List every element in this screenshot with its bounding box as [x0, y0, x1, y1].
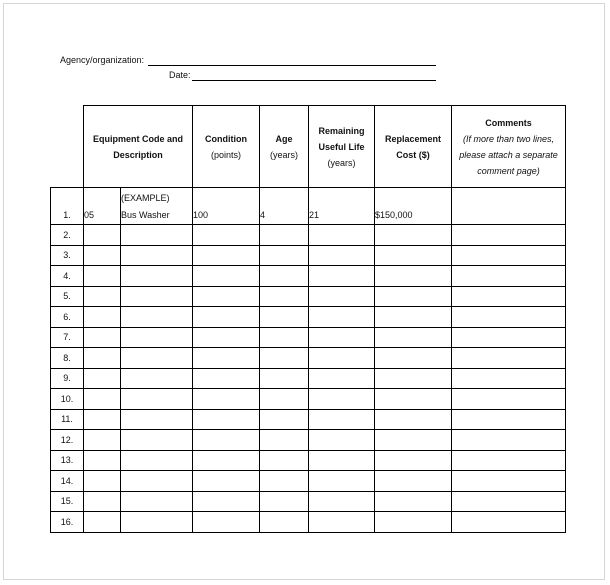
row-number: 8.: [51, 348, 84, 369]
remaining-life-cell[interactable]: [309, 450, 375, 471]
age-cell[interactable]: [260, 512, 309, 533]
remaining-life-cell[interactable]: [309, 389, 375, 410]
description-cell[interactable]: [121, 389, 193, 410]
table-row: [51, 327, 566, 348]
replacement-cost-cell[interactable]: [375, 368, 452, 389]
remaining-life-cell[interactable]: [309, 430, 375, 451]
description-cell[interactable]: [121, 245, 193, 266]
condition-cell[interactable]: [193, 225, 260, 246]
example-condition[interactable]: 100: [193, 188, 260, 225]
example-description-text: Bus Washer: [121, 210, 170, 220]
description-cell[interactable]: [121, 286, 193, 307]
example-row: [51, 188, 566, 225]
age-cell[interactable]: [260, 430, 309, 451]
remaining-life-cell[interactable]: [309, 327, 375, 348]
example-description[interactable]: [121, 188, 193, 225]
row-number: 9.: [51, 368, 84, 389]
condition-cell[interactable]: [193, 266, 260, 287]
comments-cell[interactable]: [452, 225, 566, 246]
comments-cell[interactable]: [452, 491, 566, 512]
date-label: Date:: [169, 70, 191, 80]
equipment-code-cell[interactable]: [84, 430, 121, 451]
comments-cell[interactable]: [452, 348, 566, 369]
equipment-code-cell[interactable]: [84, 512, 121, 533]
table-row: [51, 368, 566, 389]
replacement-cost-cell[interactable]: [375, 430, 452, 451]
remaining-life-cell[interactable]: [309, 225, 375, 246]
comments-cell[interactable]: [452, 245, 566, 266]
equipment-code-cell[interactable]: [84, 266, 121, 287]
row-number: 15.: [51, 491, 84, 512]
comments-cell[interactable]: [452, 389, 566, 410]
equipment-code-cell[interactable]: [84, 245, 121, 266]
comments-cell[interactable]: [452, 512, 566, 533]
condition-cell[interactable]: [193, 430, 260, 451]
header-blank-cell: [51, 106, 84, 188]
example-age[interactable]: 4: [260, 188, 309, 225]
table-row: [51, 245, 566, 266]
comments-cell[interactable]: [452, 450, 566, 471]
remaining-life-cell[interactable]: [309, 512, 375, 533]
description-cell[interactable]: [121, 368, 193, 389]
remaining-life-cell[interactable]: [309, 409, 375, 430]
replacement-cost-cell[interactable]: [375, 266, 452, 287]
equipment-code-cell[interactable]: [84, 368, 121, 389]
replacement-cost-cell[interactable]: [375, 491, 452, 512]
example-replacement-cost[interactable]: $150,000: [375, 188, 452, 225]
table-row: [51, 430, 566, 451]
replacement-cost-cell[interactable]: [375, 327, 452, 348]
replacement-cost-cell[interactable]: [375, 286, 452, 307]
equipment-code-cell[interactable]: [84, 327, 121, 348]
age-cell[interactable]: [260, 348, 309, 369]
condition-cell[interactable]: [193, 245, 260, 266]
age-cell[interactable]: [260, 245, 309, 266]
replacement-cost-cell[interactable]: [375, 307, 452, 328]
condition-cell[interactable]: [193, 389, 260, 410]
table-row: [51, 225, 566, 246]
agency-label: Agency/organization:: [60, 55, 145, 65]
comments-cell[interactable]: [452, 368, 566, 389]
remaining-life-cell[interactable]: [309, 266, 375, 287]
condition-cell[interactable]: [193, 286, 260, 307]
replacement-cost-cell[interactable]: [375, 389, 452, 410]
age-cell[interactable]: [260, 286, 309, 307]
description-cell[interactable]: [121, 491, 193, 512]
age-cell[interactable]: [260, 225, 309, 246]
equipment-code-cell[interactable]: [84, 225, 121, 246]
condition-cell[interactable]: [193, 348, 260, 369]
equipment-code-cell[interactable]: [84, 491, 121, 512]
row-number: 1.: [51, 188, 84, 225]
remaining-life-cell[interactable]: [309, 307, 375, 328]
comments-cell[interactable]: [452, 266, 566, 287]
comments-cell[interactable]: [452, 430, 566, 451]
table-row: [51, 307, 566, 328]
remaining-life-cell[interactable]: [309, 368, 375, 389]
row-number: 6.: [51, 307, 84, 328]
row-number: 4.: [51, 266, 84, 287]
row-number: 13.: [51, 450, 84, 471]
table-row: [51, 389, 566, 410]
condition-cell[interactable]: [193, 491, 260, 512]
equipment-code-cell[interactable]: [84, 389, 121, 410]
table-row: [51, 286, 566, 307]
condition-cell[interactable]: [193, 450, 260, 471]
description-cell[interactable]: [121, 471, 193, 492]
comments-cell[interactable]: [452, 471, 566, 492]
equipment-table: [50, 105, 566, 533]
table-row: [51, 348, 566, 369]
example-comments[interactable]: [452, 188, 566, 225]
description-cell[interactable]: [121, 225, 193, 246]
header-comments: Comments (If more than two lines, please attach a separate comment page): [452, 106, 566, 188]
comments-cell[interactable]: [452, 286, 566, 307]
age-cell[interactable]: [260, 368, 309, 389]
replacement-cost-cell[interactable]: [375, 225, 452, 246]
condition-cell[interactable]: [193, 327, 260, 348]
example-caption: (EXAMPLE): [121, 193, 170, 203]
equipment-code-cell[interactable]: [84, 286, 121, 307]
table-row: [51, 471, 566, 492]
remaining-life-cell[interactable]: [309, 245, 375, 266]
header-equipment: Equipment Code and Description: [84, 106, 193, 188]
age-cell[interactable]: [260, 450, 309, 471]
condition-cell[interactable]: [193, 471, 260, 492]
equipment-code-cell[interactable]: [84, 348, 121, 369]
example-code[interactable]: 05: [84, 188, 121, 225]
row-number: 16.: [51, 512, 84, 533]
row-number: 11.: [51, 409, 84, 430]
table-row: [51, 409, 566, 430]
description-cell[interactable]: [121, 327, 193, 348]
replacement-cost-cell[interactable]: [375, 450, 452, 471]
replacement-cost-cell[interactable]: [375, 245, 452, 266]
condition-cell[interactable]: [193, 307, 260, 328]
table-row: [51, 491, 566, 512]
remaining-life-cell[interactable]: [309, 348, 375, 369]
condition-cell[interactable]: [193, 512, 260, 533]
remaining-life-cell[interactable]: [309, 471, 375, 492]
remaining-life-cell[interactable]: [309, 286, 375, 307]
header-row: [51, 106, 566, 188]
date-input-line[interactable]: [192, 80, 436, 81]
replacement-cost-cell[interactable]: [375, 471, 452, 492]
age-cell[interactable]: [260, 266, 309, 287]
equipment-code-cell[interactable]: [84, 450, 121, 471]
replacement-cost-cell[interactable]: [375, 348, 452, 369]
table-row: [51, 450, 566, 471]
replacement-cost-cell[interactable]: [375, 512, 452, 533]
row-number: 3.: [51, 245, 84, 266]
age-cell[interactable]: [260, 491, 309, 512]
condition-cell[interactable]: [193, 368, 260, 389]
condition-cell[interactable]: [193, 409, 260, 430]
remaining-life-cell[interactable]: [309, 491, 375, 512]
row-number: 2.: [51, 225, 84, 246]
header-replacement-cost: Replacement Cost ($): [375, 106, 452, 188]
description-cell[interactable]: [121, 450, 193, 471]
age-cell[interactable]: [260, 327, 309, 348]
equipment-code-cell[interactable]: [84, 409, 121, 430]
equipment-code-cell[interactable]: [84, 471, 121, 492]
row-number: 5.: [51, 286, 84, 307]
age-cell[interactable]: [260, 409, 309, 430]
example-remaining-life[interactable]: 21: [309, 188, 375, 225]
comments-cell[interactable]: [452, 327, 566, 348]
replacement-cost-cell[interactable]: [375, 409, 452, 430]
header-age: Age (years): [260, 106, 309, 188]
description-cell[interactable]: [121, 512, 193, 533]
agency-input-line[interactable]: [148, 65, 436, 66]
header-remaining-life: Remaining Useful Life (years): [309, 106, 375, 188]
comments-cell[interactable]: [452, 409, 566, 430]
description-cell[interactable]: [121, 348, 193, 369]
description-cell[interactable]: [121, 266, 193, 287]
header-condition: Condition (points): [193, 106, 260, 188]
row-number: 14.: [51, 471, 84, 492]
row-number: 10.: [51, 389, 84, 410]
description-cell[interactable]: [121, 430, 193, 451]
age-cell[interactable]: [260, 307, 309, 328]
age-cell[interactable]: [260, 389, 309, 410]
table-row: [51, 512, 566, 533]
description-cell[interactable]: [121, 409, 193, 430]
comments-cell[interactable]: [452, 307, 566, 328]
row-number: 12.: [51, 430, 84, 451]
form-page: [3, 3, 605, 580]
age-cell[interactable]: [260, 471, 309, 492]
equipment-code-cell[interactable]: [84, 307, 121, 328]
row-number: 7.: [51, 327, 84, 348]
description-cell[interactable]: [121, 307, 193, 328]
table-row: [51, 266, 566, 287]
